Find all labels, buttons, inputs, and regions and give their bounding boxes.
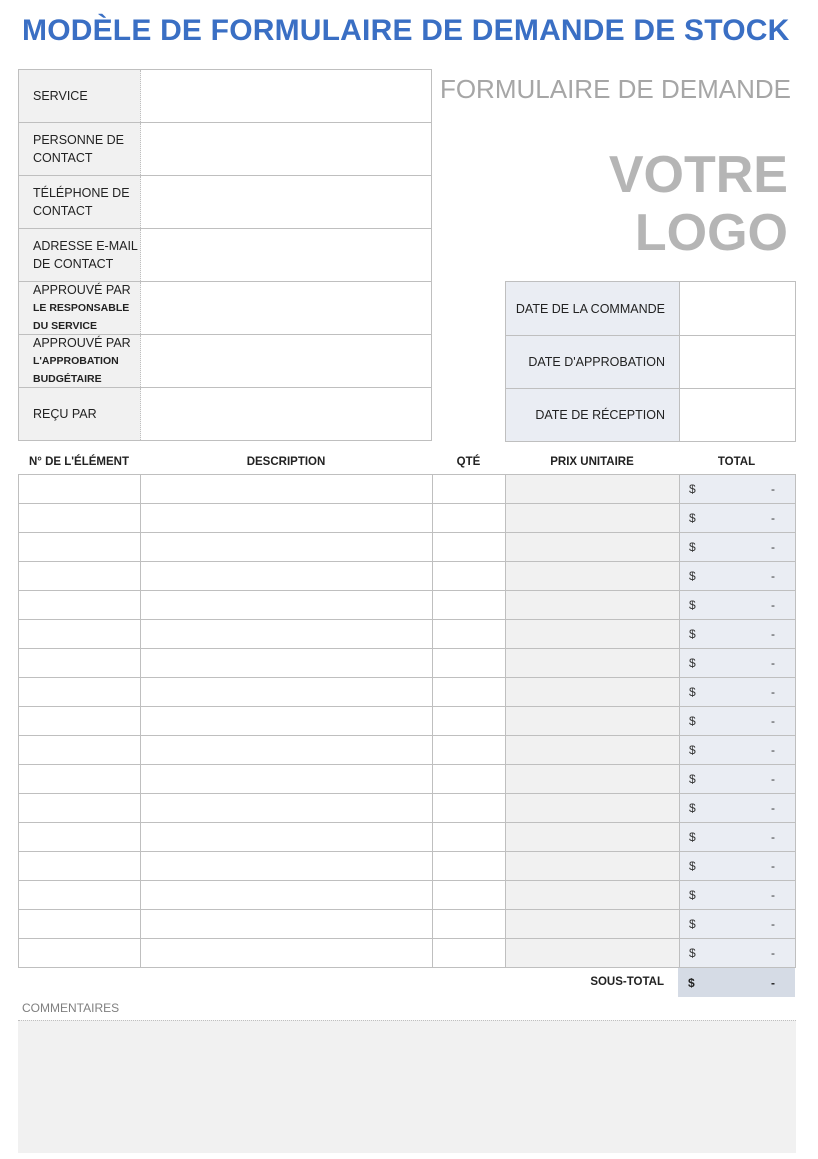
unit-price-cell[interactable] — [506, 823, 680, 851]
info-label-line1: TÉLÉPHONE DE — [33, 186, 130, 200]
column-header-total: TOTAL — [717, 456, 756, 468]
items-table — [18, 450, 796, 997]
total-cell — [680, 736, 795, 764]
info-label — [19, 123, 141, 175]
item-number-cell[interactable] — [19, 852, 141, 880]
table-row — [19, 562, 795, 591]
total-value: - — [771, 511, 775, 525]
total-cell — [680, 794, 795, 822]
total-currency: $ — [689, 917, 696, 931]
description-cell[interactable] — [141, 591, 433, 619]
table-row — [19, 736, 795, 765]
quantity-cell[interactable] — [433, 475, 506, 503]
description-cell[interactable] — [141, 620, 433, 648]
info-label — [19, 282, 141, 334]
contact-person-field[interactable] — [141, 123, 431, 175]
total-currency: $ — [689, 569, 696, 583]
total-cell — [680, 939, 795, 967]
description-cell[interactable] — [141, 649, 433, 677]
unit-price-cell[interactable] — [506, 649, 680, 677]
items-table-body — [18, 474, 796, 968]
logo-line1: VOTRE — [608, 146, 788, 204]
description-cell[interactable] — [141, 475, 433, 503]
description-cell[interactable] — [141, 736, 433, 764]
item-number-cell[interactable] — [19, 649, 141, 677]
budget-approval-field[interactable] — [141, 335, 431, 387]
total-value: - — [771, 482, 775, 496]
item-number-cell[interactable] — [19, 533, 141, 561]
service-field[interactable] — [141, 70, 431, 122]
total-cell — [680, 678, 795, 706]
description-cell[interactable] — [141, 823, 433, 851]
table-row — [19, 881, 795, 910]
date-label: DATE DE LA COMMANDE — [506, 282, 680, 335]
total-cell — [680, 533, 795, 561]
total-currency: $ — [689, 772, 696, 786]
total-currency: $ — [689, 627, 696, 641]
info-label — [19, 335, 141, 387]
date-label: DATE DE RÉCEPTION — [506, 389, 680, 441]
total-currency: $ — [689, 946, 696, 960]
unit-price-cell[interactable] — [506, 707, 680, 735]
table-row — [19, 591, 795, 620]
total-currency: $ — [689, 540, 696, 554]
quantity-cell[interactable] — [433, 794, 506, 822]
contact-phone-field[interactable] — [141, 176, 431, 228]
total-currency: $ — [689, 830, 696, 844]
info-label-line2: CONTACT — [33, 151, 93, 165]
approval-date-field[interactable] — [680, 336, 795, 388]
table-row — [19, 823, 795, 852]
total-value: - — [771, 540, 775, 554]
unit-price-cell[interactable] — [506, 475, 680, 503]
description-cell[interactable] — [141, 910, 433, 938]
quantity-cell[interactable] — [433, 591, 506, 619]
unit-price-cell[interactable] — [506, 591, 680, 619]
total-currency: $ — [689, 685, 696, 699]
total-value: - — [771, 685, 775, 699]
info-label-line1: PERSONNE DE — [33, 133, 124, 147]
total-currency: $ — [689, 859, 696, 873]
table-row — [19, 939, 795, 968]
total-value: - — [771, 917, 775, 931]
quantity-cell[interactable] — [433, 707, 506, 735]
item-number-cell[interactable] — [19, 736, 141, 764]
unit-price-cell[interactable] — [506, 620, 680, 648]
info-row-service — [19, 70, 431, 122]
item-number-cell[interactable] — [19, 620, 141, 648]
total-cell — [680, 620, 795, 648]
table-row — [19, 475, 795, 504]
total-value: - — [771, 627, 775, 641]
form-heading: FORMULAIRE DE DEMANDE — [439, 74, 791, 104]
info-label-line3: DU SERVICE — [33, 320, 97, 332]
unit-price-cell[interactable] — [506, 678, 680, 706]
total-cell — [680, 707, 795, 735]
item-number-cell[interactable] — [19, 591, 141, 619]
item-number-cell[interactable] — [19, 678, 141, 706]
subtotal-amount: - — [771, 975, 775, 990]
total-cell — [680, 823, 795, 851]
total-cell — [680, 649, 795, 677]
info-label — [19, 229, 141, 281]
description-cell[interactable] — [141, 504, 433, 532]
total-currency: $ — [689, 656, 696, 670]
quantity-cell[interactable] — [433, 910, 506, 938]
quantity-cell[interactable] — [433, 736, 506, 764]
comments-label: COMMENTAIRES — [22, 1001, 120, 1015]
logo-placeholder — [609, 146, 788, 262]
total-currency: $ — [689, 743, 696, 757]
description-cell[interactable] — [141, 562, 433, 590]
quantity-cell[interactable] — [433, 649, 506, 677]
comments-field[interactable] — [18, 1020, 796, 1153]
info-label-line2: DE CONTACT — [33, 257, 114, 271]
table-row — [19, 852, 795, 881]
column-header-quantity: QTÉ — [456, 456, 481, 468]
quantity-cell[interactable] — [433, 533, 506, 561]
unit-price-cell[interactable] — [506, 939, 680, 967]
total-currency: $ — [689, 482, 696, 496]
info-row-approved-by-budget — [19, 334, 431, 387]
table-row — [19, 794, 795, 823]
total-currency: $ — [689, 888, 696, 902]
item-number-cell[interactable] — [19, 794, 141, 822]
description-cell[interactable] — [141, 678, 433, 706]
subtotal-label: SOUS-TOTAL — [590, 976, 664, 988]
subtotal-value — [678, 968, 795, 997]
column-header-description: DESCRIPTION — [246, 456, 326, 468]
unit-price-cell[interactable] — [506, 533, 680, 561]
info-label-line1: APPROUVÉ PAR — [33, 336, 131, 350]
quantity-cell[interactable] — [433, 678, 506, 706]
info-row-received-by — [19, 387, 431, 440]
description-cell[interactable] — [141, 852, 433, 880]
quantity-cell[interactable] — [433, 939, 506, 967]
item-number-cell[interactable] — [19, 504, 141, 532]
reception-date-field[interactable] — [680, 389, 795, 441]
date-row-approval — [506, 335, 795, 388]
total-value: - — [771, 656, 775, 670]
info-row-contact-phone — [19, 175, 431, 228]
table-row — [19, 649, 795, 678]
table-row — [19, 678, 795, 707]
unit-price-cell[interactable] — [506, 736, 680, 764]
total-currency: $ — [689, 714, 696, 728]
info-label — [19, 388, 141, 440]
total-currency: $ — [689, 598, 696, 612]
total-cell — [680, 562, 795, 590]
table-row — [19, 765, 795, 794]
item-number-cell[interactable] — [19, 765, 141, 793]
total-value: - — [771, 598, 775, 612]
subtotal-currency: $ — [688, 975, 695, 990]
total-value: - — [771, 801, 775, 815]
total-cell — [680, 881, 795, 909]
unit-price-cell[interactable] — [506, 852, 680, 880]
unit-price-cell[interactable] — [506, 794, 680, 822]
total-cell — [680, 910, 795, 938]
info-row-approved-by-manager — [19, 281, 431, 334]
item-number-cell[interactable] — [19, 881, 141, 909]
item-number-cell[interactable] — [19, 707, 141, 735]
contact-email-field[interactable] — [141, 229, 431, 281]
received-by-field[interactable] — [141, 388, 431, 440]
info-row-contact-email — [19, 228, 431, 281]
requester-info-table — [18, 69, 432, 441]
item-number-cell[interactable] — [19, 823, 141, 851]
date-row-order — [506, 282, 795, 335]
description-cell[interactable] — [141, 794, 433, 822]
total-cell — [680, 504, 795, 532]
quantity-cell[interactable] — [433, 881, 506, 909]
unit-price-cell[interactable] — [506, 881, 680, 909]
unit-price-cell[interactable] — [506, 504, 680, 532]
quantity-cell[interactable] — [433, 620, 506, 648]
total-cell — [680, 591, 795, 619]
total-value: - — [771, 569, 775, 583]
quantity-cell[interactable] — [433, 504, 506, 532]
info-label-line1: REÇU PAR — [33, 407, 97, 421]
total-value: - — [771, 888, 775, 902]
total-value: - — [771, 946, 775, 960]
info-label — [19, 70, 141, 122]
date-row-reception — [506, 388, 795, 441]
info-label-line2: LE RESPONSABLE — [33, 302, 130, 314]
unit-price-cell[interactable] — [506, 562, 680, 590]
manager-approval-field[interactable] — [141, 282, 431, 334]
total-cell — [680, 765, 795, 793]
dates-table — [505, 281, 796, 442]
info-label-line1: APPROUVÉ PAR — [33, 283, 131, 297]
quantity-cell[interactable] — [433, 765, 506, 793]
page-title: MODÈLE DE FORMULAIRE DE DEMANDE DE STOCK — [22, 14, 790, 47]
total-value: - — [771, 830, 775, 844]
quantity-cell[interactable] — [433, 562, 506, 590]
info-label-line3: BUDGÉTAIRE — [33, 373, 102, 385]
description-cell[interactable] — [141, 765, 433, 793]
date-label: DATE D'APPROBATION — [506, 336, 680, 388]
table-row — [19, 504, 795, 533]
total-value: - — [771, 859, 775, 873]
description-cell[interactable] — [141, 939, 433, 967]
description-cell[interactable] — [141, 533, 433, 561]
total-value: - — [771, 743, 775, 757]
quantity-cell[interactable] — [433, 852, 506, 880]
item-number-cell[interactable] — [19, 562, 141, 590]
table-row — [19, 910, 795, 939]
total-cell — [680, 475, 795, 503]
total-value: - — [771, 772, 775, 786]
description-cell[interactable] — [141, 881, 433, 909]
quantity-cell[interactable] — [433, 823, 506, 851]
logo-line2: LOGO — [634, 204, 788, 262]
item-number-cell[interactable] — [19, 939, 141, 967]
total-value: - — [771, 714, 775, 728]
info-row-contact-person — [19, 122, 431, 175]
info-label-line1: ADRESSE E-MAIL — [33, 239, 138, 253]
column-header-item-number: N° DE L'ÉLÉMENT — [29, 456, 129, 468]
items-table-header — [18, 450, 796, 474]
info-label-line2: L'APPROBATION — [33, 355, 119, 367]
total-currency: $ — [689, 511, 696, 525]
order-date-field[interactable] — [680, 282, 795, 335]
item-number-cell[interactable] — [19, 910, 141, 938]
column-header-unit-price: PRIX UNITAIRE — [550, 456, 634, 468]
info-label-line1: SERVICE — [33, 89, 88, 103]
subtotal-row — [18, 968, 796, 997]
total-currency: $ — [689, 801, 696, 815]
info-label-line2: CONTACT — [33, 204, 93, 218]
description-cell[interactable] — [141, 707, 433, 735]
table-row — [19, 707, 795, 736]
info-label — [19, 176, 141, 228]
unit-price-cell[interactable] — [506, 910, 680, 938]
item-number-cell[interactable] — [19, 475, 141, 503]
total-cell — [680, 852, 795, 880]
unit-price-cell[interactable] — [506, 765, 680, 793]
table-row — [19, 620, 795, 649]
table-row — [19, 533, 795, 562]
